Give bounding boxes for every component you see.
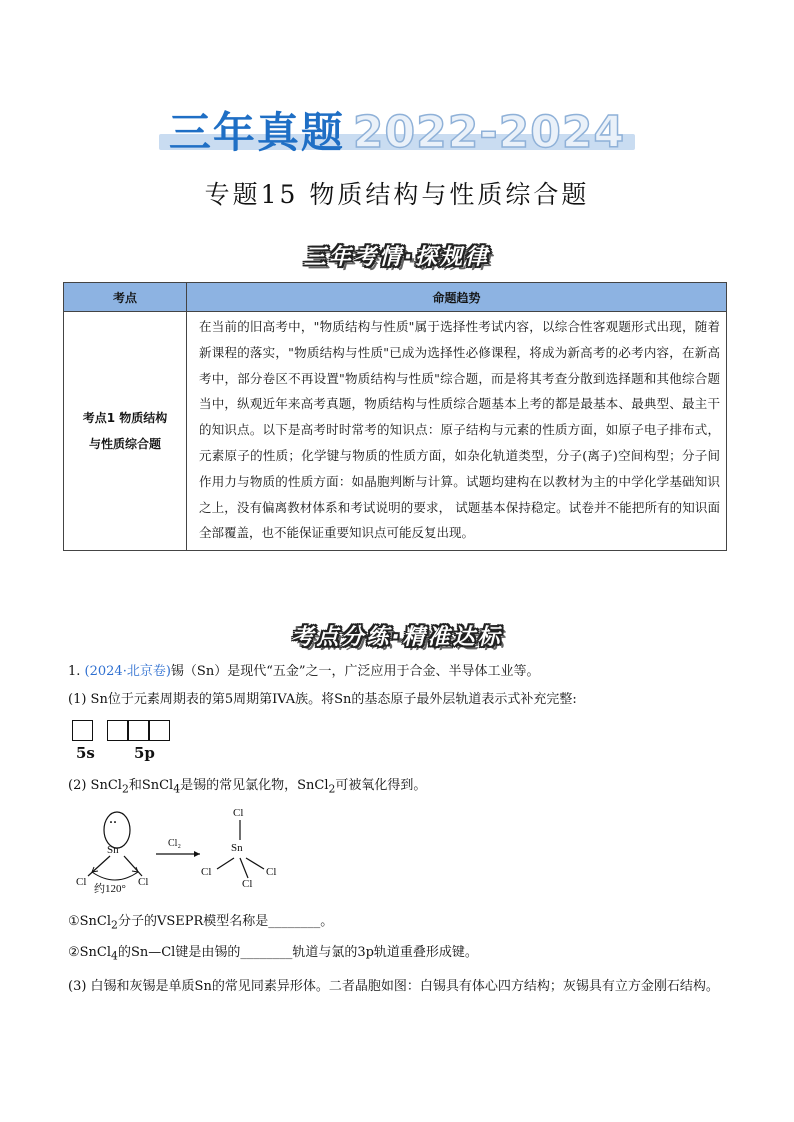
orbital-box-5p-3[interactable] xyxy=(149,720,170,741)
orbital-box-5s[interactable] xyxy=(72,720,93,741)
col-header-trend: 命题趋势 xyxy=(187,283,727,312)
section-heading-exercises: 考点分练·精准达标 xyxy=(291,625,503,650)
question-1-part2: (2) SnCl$_2$和SnCl$_4$是锡的常见氯化物，SnCl$_2$可被氧化得到。 xyxy=(68,778,427,796)
table-header-row xyxy=(64,283,727,312)
col-header-kp: 考点 xyxy=(64,283,187,312)
orbital-box-5p-2[interactable] xyxy=(128,720,149,741)
banner-years: 2022-2024 xyxy=(352,107,626,158)
atom-cl: Cl xyxy=(201,866,212,878)
question-1-part3: (3) 白锡和灰锡是单质Sn的常见同素异形体。二者晶胞如图：白锡具有体心四方结构；灰锡具有立方金刚石结构。 xyxy=(68,979,719,994)
question-1-stem: 1. (2024·北京卷)锡（Sn）是现代“五金”之一，广泛应用于合金、半导体工业等。 xyxy=(68,664,540,679)
orbital-label-5s: 5s xyxy=(76,744,95,762)
bond-angle-label: 约120° xyxy=(94,883,126,895)
atom-cl: Cl xyxy=(242,878,253,890)
orbital-box-5p-1[interactable] xyxy=(107,720,128,741)
trend-table xyxy=(63,282,727,551)
atom-cl: Cl xyxy=(138,876,149,888)
reagent-label: Cl₂ xyxy=(168,838,181,849)
topic-subtitle: 专题15 物质结构与性质综合题 xyxy=(204,180,590,209)
molecule-figure xyxy=(72,806,312,896)
atom-cl: Cl xyxy=(233,807,244,819)
atom-sn: Sn xyxy=(107,844,119,856)
question-1-sub2: ②SnCl$_4$的Sn—Cl键是由锡的________轨道与氯的3p轨道重叠形成键。 xyxy=(68,945,478,963)
lone-pair: ·· xyxy=(109,815,118,829)
orbital-label-5p: 5p xyxy=(134,744,155,762)
atom-cl: Cl xyxy=(76,876,87,888)
atom-cl: Cl xyxy=(266,866,277,878)
atom-sn: Sn xyxy=(231,842,243,854)
question-1-part1: (1) Sn位于元素周期表的第5周期第IVA族。将Sn的基态原子最外层轨道表示式补充完整: xyxy=(68,692,577,707)
question-source: (2024·北京卷) xyxy=(84,664,171,679)
banner-title: 三年真题 xyxy=(168,108,345,157)
title-banner xyxy=(0,100,794,160)
section-heading-trends: 三年考情·探规律 xyxy=(303,245,491,270)
kp-cell: 考点1 物质结构 与性质综合题 xyxy=(64,312,187,551)
question-1-sub1: ①SnCl$_2$分子的VSEPR模型名称是________。 xyxy=(68,914,334,932)
table-row xyxy=(64,312,727,551)
trend-cell: 在当前的旧高考中，"物质结构与性质"属于选择性考试内容，以综合性客观题形式出现，随着新课程的落实，"物质结构与性质"已成为选择性必修课程，将成为新高考的必考内容，在新高考中，部分卷区不再设置"物质结构与性质"综合题，而是将其考查分散到选择题和其他综合题当中，纵观近年来高考真题，物质结构与性质综合题基本上考的都是最基本、最典型、最主干的知识点。以下是高考时时常考的知识点：原子结构与元素的性质方面，如原子电子排布式，元素原子的性质；化学键与物质的性质方面，如杂化轨道类型，分子(离子)空间构型；分子间作用力与物质的性质方面：如晶胞判断与计算。试题均建构在以教材为主的中学化学基础知识之上，没有偏离教材体系和考试说明的要求， 试题基本保持稳定。试卷并不能把所有的知识面全部覆盖，也不能保证重要知识点可能反复出现。 xyxy=(187,312,727,551)
